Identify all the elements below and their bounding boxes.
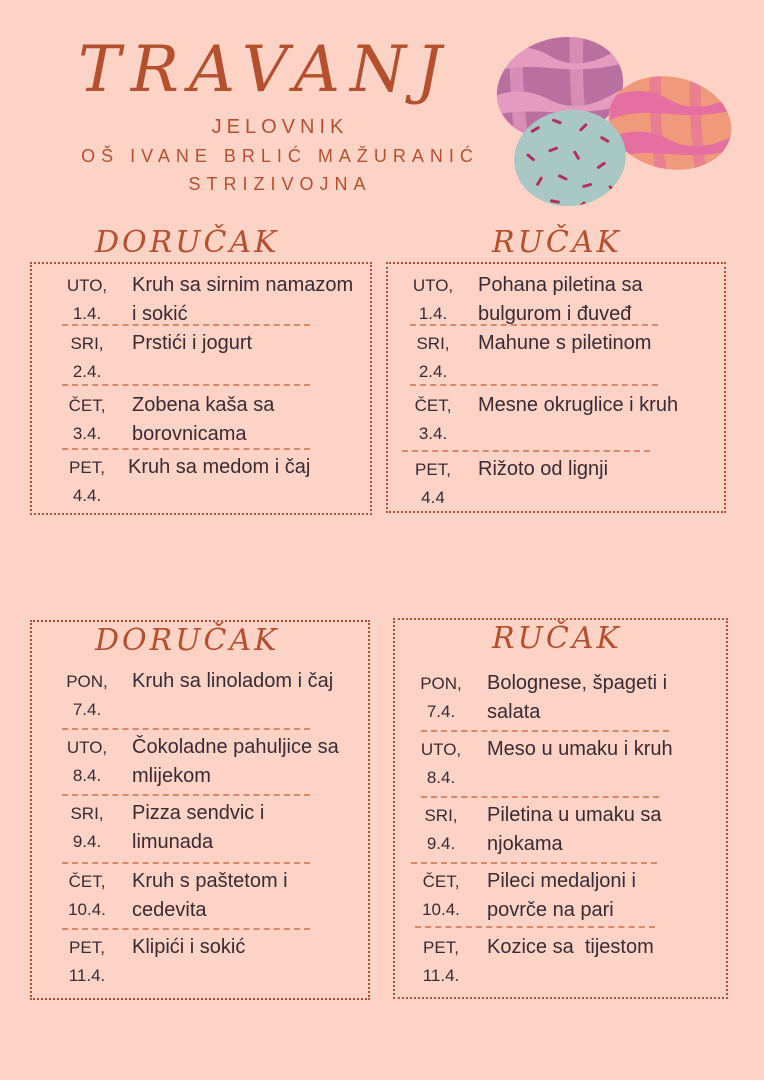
date-label: 9.4.	[72, 832, 102, 851]
date-label: 1.4.	[418, 304, 448, 323]
day-label: ČET,	[422, 872, 460, 891]
row-divider	[421, 796, 659, 798]
meal-text: Kruh s paštetom i cedevita	[132, 870, 288, 921]
date-label: 1.4.	[72, 304, 102, 323]
row-divider	[415, 926, 655, 928]
day-label: UTO,	[412, 276, 454, 295]
row-divider	[62, 862, 310, 864]
row-divider	[62, 928, 310, 930]
day-label: SRI,	[70, 804, 104, 823]
date-label: 2.4.	[72, 362, 102, 381]
week2-lunch-heading: RUČAK	[492, 621, 622, 656]
row-divider	[62, 324, 310, 326]
date-label: 4.4.	[72, 486, 102, 505]
row-divider	[410, 324, 658, 326]
date-label: 4.4	[421, 488, 445, 507]
easter-eggs-illustration	[490, 28, 740, 218]
row-divider	[62, 384, 310, 386]
week1-lunch-heading: RUČAK	[492, 225, 622, 260]
day-label: UTO,	[66, 738, 108, 757]
meal-text: Piletina u umaku sa njokama	[487, 804, 662, 855]
menu-label: JELOVNIK	[211, 116, 349, 138]
day-label: PET,	[69, 458, 105, 477]
meal-text: Meso u umaku i kruh	[487, 738, 673, 760]
day-label: SRI,	[424, 806, 458, 825]
meal-text: Kozice sa tijestom	[487, 936, 654, 958]
row-divider	[62, 728, 310, 730]
row-divider	[62, 448, 310, 450]
row-divider	[411, 862, 657, 864]
meal-text: Bolognese, špageti i salata	[487, 672, 668, 723]
day-label: PON,	[420, 674, 462, 693]
meal-text: Mahune s piletinom	[478, 332, 652, 354]
page-title: TRAVANJ	[78, 33, 452, 107]
row-divider	[421, 730, 669, 732]
row-divider	[410, 384, 658, 386]
date-label: 10.4.	[68, 900, 106, 919]
date-label: 8.4.	[426, 768, 456, 787]
day-label: PON,	[66, 672, 108, 691]
meal-text: Prstići i jogurt	[132, 332, 253, 354]
date-label: 9.4.	[426, 834, 456, 853]
meal-text: Pizza sendvic i limunada	[132, 802, 265, 853]
day-label: PET,	[423, 938, 459, 957]
date-label: 2.4.	[418, 362, 448, 381]
day-label: SRI,	[416, 334, 450, 353]
day-label: ČET,	[68, 396, 106, 415]
day-label: PET,	[69, 938, 105, 957]
day-label: PET,	[415, 460, 451, 479]
date-label: 11.4.	[68, 966, 106, 985]
meal-text: Čokoladne pahuljice sa mlijekom	[132, 736, 339, 787]
week1-lunch-box	[386, 262, 726, 513]
day-label: ČET,	[68, 872, 106, 891]
row-divider	[62, 794, 310, 796]
day-label: UTO,	[66, 276, 108, 295]
meal-text: Kruh sa sirnim namazom i sokić	[132, 274, 354, 325]
meal-text: Zobena kaša sa borovnicama	[132, 394, 275, 445]
meal-text: Pileci medaljoni i povrče na pari	[487, 870, 636, 921]
meal-text: Pohana piletina sa bulgurom i đuveđ	[478, 274, 643, 325]
meal-text: Mesne okruglice i kruh	[478, 394, 679, 416]
day-label: ČET,	[414, 396, 452, 415]
date-label: 11.4.	[422, 966, 460, 985]
day-label: SRI,	[70, 334, 104, 353]
week2-lunch-box	[393, 618, 728, 999]
date-label: 7.4.	[426, 702, 456, 721]
row-divider	[402, 450, 650, 452]
week1-breakfast-box	[30, 262, 372, 515]
school-name: OŠ IVANE BRLIĆ MAŽURANIĆ	[81, 146, 479, 166]
week2-breakfast-heading: DORUČAK	[95, 623, 280, 658]
date-label: 7.4.	[72, 700, 102, 719]
meal-text: Klipići i sokić	[132, 936, 246, 958]
day-label: UTO,	[420, 740, 462, 759]
week2-breakfast-box	[30, 620, 370, 1000]
date-label: 8.4.	[72, 766, 102, 785]
date-label: 3.4.	[418, 424, 448, 443]
school-town: STRIZIVOJNA	[188, 174, 372, 194]
meal-text: Kruh sa linoladom i čaj	[132, 670, 334, 692]
meal-text: Rižoto od lignji	[478, 458, 609, 480]
date-label: 3.4.	[72, 424, 102, 443]
week1-breakfast-heading: DORUČAK	[95, 225, 280, 260]
meal-text: Kruh sa medom i čaj	[128, 456, 311, 478]
date-label: 10.4.	[422, 900, 460, 919]
